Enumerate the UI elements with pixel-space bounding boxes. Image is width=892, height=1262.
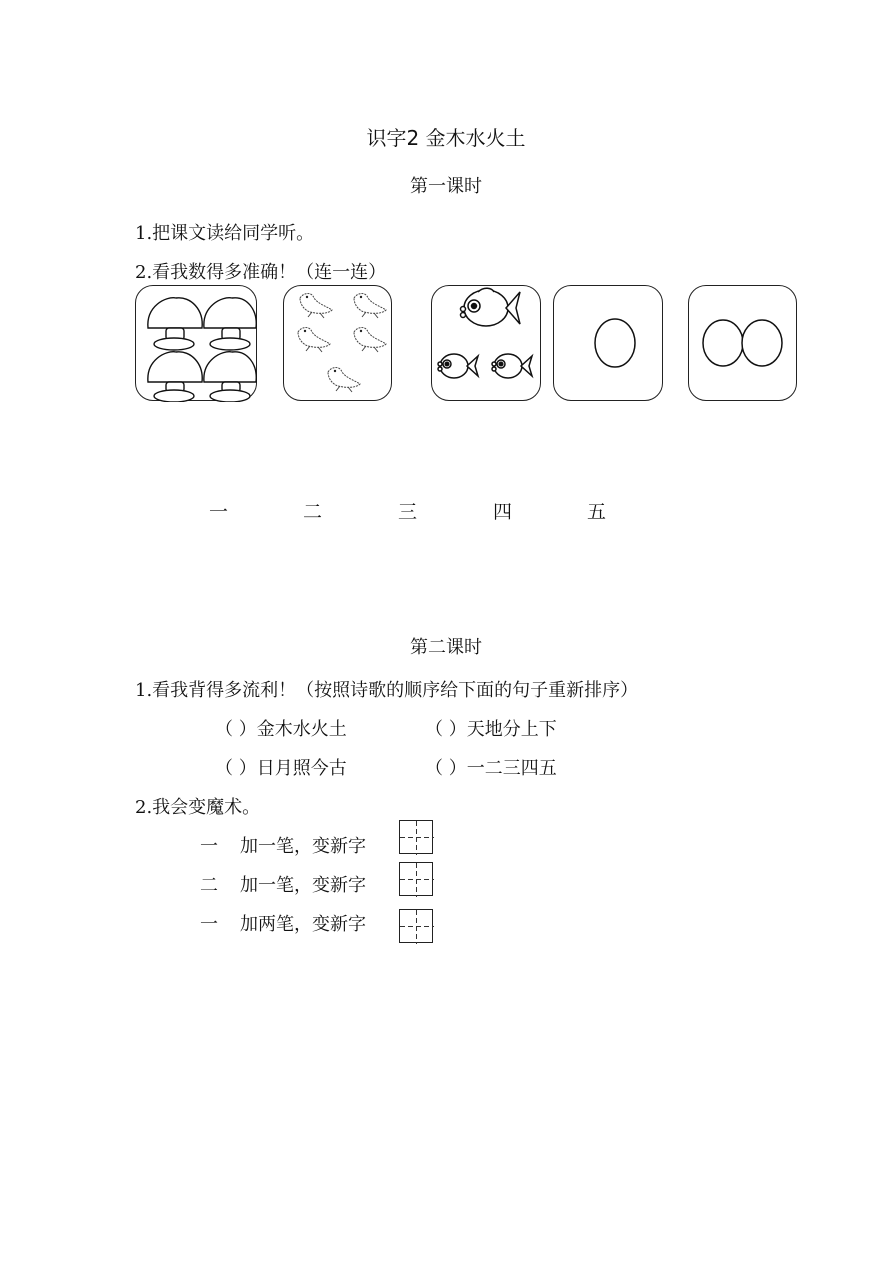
circle-icon [703,320,743,366]
picture-card-seals[interactable] [283,285,392,401]
order-blank[interactable]: （ ） [425,719,467,740]
seals-illustration [284,286,393,402]
picture-card-fish[interactable] [431,285,541,401]
order-blank[interactable]: （ ） [215,719,257,740]
writing-grid[interactable] [399,820,433,854]
magic-row [200,832,366,858]
writing-grid[interactable] [399,862,433,896]
seal-icon [328,368,360,393]
number-one[interactable]: 一 [209,501,229,523]
page-title: 识字2 金木水火土 [366,126,526,150]
fish-icon [461,288,521,326]
magic-instruction: 加两笔，变新字 [240,914,366,935]
magic-row [200,871,366,897]
mushroom-icon [204,298,256,350]
order-blank[interactable]: （ ） [215,758,257,779]
fish-icon [438,354,478,378]
order-item [215,754,347,780]
picture-card-two-circles[interactable] [688,285,797,401]
circle-icon [595,319,635,367]
question-2-count-match: 2.看我数得多准确！（连一连） [135,262,387,283]
number-two[interactable]: 二 [303,501,323,523]
order-blank[interactable]: （ ） [425,758,467,779]
picture-card-one-circle[interactable] [553,285,663,401]
fish-icon [492,354,532,378]
circle-icon [742,320,782,366]
question-1-ordering: 1.看我背得多流利！（按照诗歌的顺序给下面的句子重新排序） [135,680,639,701]
mushroom-icon [204,352,256,402]
mushroom-icon [148,298,202,350]
question-2-magic: 2.我会变魔术。 [135,797,261,818]
seal-icon [354,328,386,353]
order-item [425,754,557,780]
fish-illustration [432,286,542,402]
number-four[interactable]: 四 [493,501,513,523]
number-five[interactable]: 五 [587,501,607,523]
order-text: 一二三四五 [466,758,557,779]
order-text: 日月照今古 [256,758,347,779]
magic-instruction: 加一笔，变新字 [240,875,366,896]
question-1-read-aloud: 1.把课文读给同学听。 [135,223,315,244]
lesson-one-heading: 第一课时 [410,176,482,197]
order-item [425,715,557,741]
seal-icon [354,294,386,319]
picture-card-mushrooms[interactable] [135,285,257,401]
order-text: 天地分上下 [466,719,557,740]
seal-icon [298,328,330,353]
mushrooms-illustration [136,286,258,402]
lesson-two-heading: 第二课时 [410,637,482,658]
magic-row [200,910,366,936]
order-item [215,715,347,741]
base-character: 二 [200,875,218,896]
order-text: 金木水火土 [256,719,347,740]
base-character: 一 [200,914,218,935]
number-three[interactable]: 三 [398,501,418,523]
magic-instruction: 加一笔，变新字 [240,836,366,857]
writing-grid[interactable] [399,909,433,943]
mushroom-icon [148,352,202,402]
seal-icon [300,294,332,319]
base-character: 一 [200,836,218,857]
